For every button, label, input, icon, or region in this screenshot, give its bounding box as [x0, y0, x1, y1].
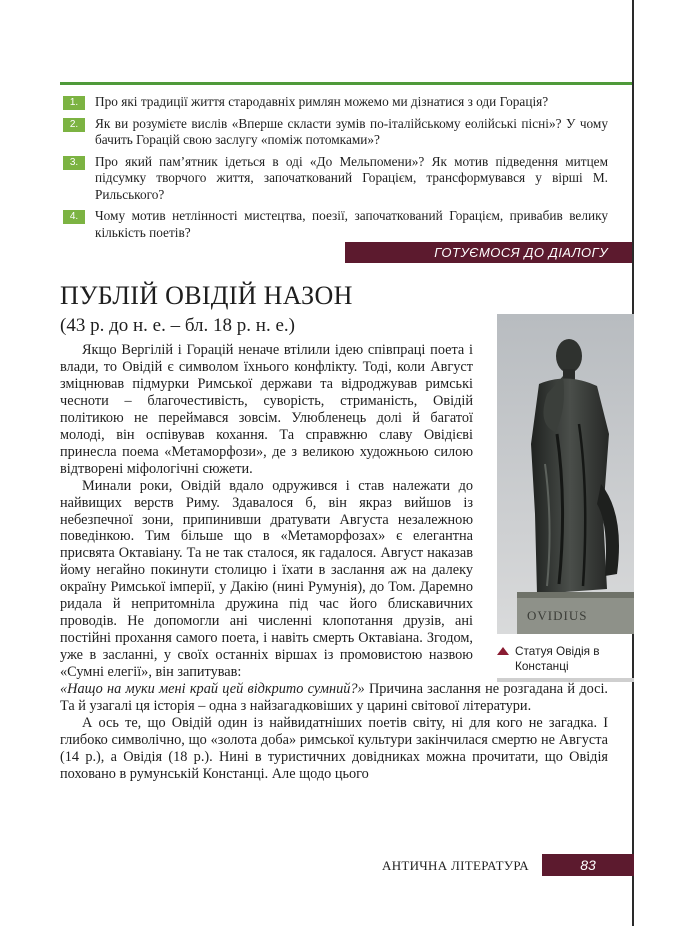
question-number: 1.	[63, 96, 85, 110]
question-item	[60, 154, 608, 204]
statue-inscription: OVIDIUS	[527, 608, 588, 623]
question-text: Чому мотив нетлінності мистецтва, поезії, започаткований Горацієм, привабив велику кількість поетів?	[95, 208, 608, 240]
page-number: 83	[542, 854, 634, 876]
footer-section-title: АНТИЧНА ЛІТЕРАТУРА	[382, 858, 529, 873]
question-item	[60, 116, 608, 149]
question-list	[60, 94, 608, 246]
question-item	[60, 208, 608, 241]
figure-caption-text: Статуя Овідія в Констанці	[515, 644, 600, 673]
paragraph: Якщо Вергілій і Горацій неначе втілили ідею співпраці поета і влади, то Овідій є символом їхнього конфлікту. Тоді, коли Август зміцнював підмурки Римської держави та відроджував римські чесноти – благочестивість, суворість, стриманість, Овідій політикою не переймався зовсім. Улюбленець долі й багатої молоді, він оспівував кохання. Та справжню славу Овідієві принесла поема «Метаморфози», де з великою художньою силою відтворені міфологічні сюжети.	[60, 342, 473, 477]
question-text: Про який пам’ятник ідеться в оді «До Мельпомени»? Як мотив підведення митцем підсумку творчого життя, започаткований Горацієм, трансформувався у вірші М. Рильського?	[95, 153, 608, 202]
paragraph: А ось те, що Овідій один із найвидатніших поетів світу, ні для кого не загадка. І глибоко символічно, що «золота доба» римської культури закінчилася смертю не Августа (14 р.), а Овідія (18 р.). Нині в туристичних довідниках можна прочитати, що Овідія поховано в румунській Констанці. Але щодо цього	[60, 714, 608, 782]
question-item	[60, 94, 608, 111]
question-number: 4.	[63, 210, 85, 224]
paragraph-rest: Причина заслання не розгадана й досі. Та й узагалі ця історія – одна з найзагадковіших у царині світової літератури.	[60, 681, 608, 715]
section-banner-label: ГОТУЄМОСЯ ДО ДІАЛОГУ	[434, 245, 608, 260]
questions-top-rule	[60, 82, 632, 85]
question-text: Як ви розумієте вислів «Вперше скласти зумів по-італійському еолійські пісні»? У чому бачить Горацій свою заслугу «поміж потомками»?	[95, 115, 608, 147]
question-number: 2.	[63, 118, 85, 132]
paragraph	[60, 478, 608, 715]
question-number: 3.	[63, 156, 85, 170]
paragraph-narrow-part: Минали роки, Овідій вдало одружився і став належати до найвищих верств Риму. Здавалося б, він якраз вийшов із небезпечної зони, припинивши дратувати Августа незалежною поведінкою. Тим більше що в «Метаморфозах» є елегантна присвята Октавіану. Та не так сталося, як гадалося. Август наказав йому негайно покинути столицю і їхати в заслання аж на далеку окраїну Римської імперії, у Дакію (нині Румунія), до Том. Даремно ридала й непритомніла дружина під час його блискавичних проводів. Не допомогли ані численні клопотання друзів, ані постійні прохання самого поета, і навіть смерть Октавіана. Згодом, уже в засланні, у своїх останніх віршах із промовистою назвою «Сумні елегії», він запитував:	[60, 477, 473, 681]
section-banner	[345, 242, 632, 263]
article-body	[60, 342, 608, 783]
page-title: ПУБЛІЙ ОВІДІЙ НАЗОН	[60, 281, 353, 310]
life-dates: (43 р. до н. е. – бл. 18 р. н. е.)	[60, 315, 295, 336]
question-text: Про які традиції життя стародавніх римлян можемо ми дізнатися з оди Горація?	[95, 94, 549, 109]
quote: «Нащо на муки мені край цей відкрито сумний?»	[60, 681, 365, 698]
